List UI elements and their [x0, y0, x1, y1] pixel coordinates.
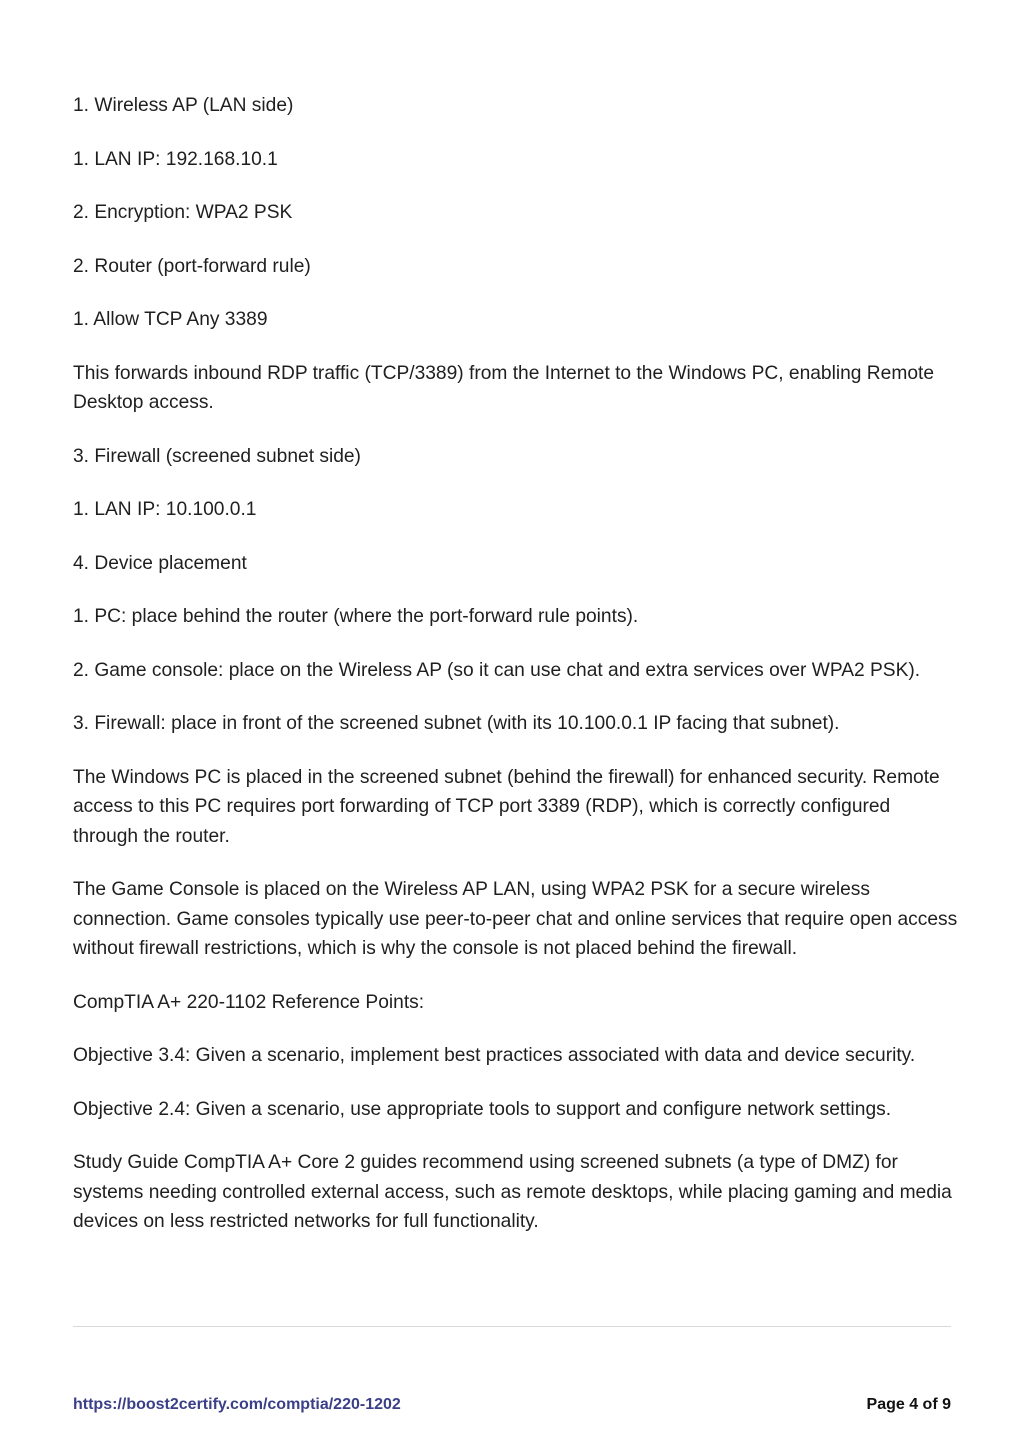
document-body	[73, 91, 958, 1261]
paragraph-rdp-explanation: This forwards inbound RDP traffic (TCP/3389) from the Internet to the Windows PC, enabling Remote Desktop access.	[73, 362, 934, 413]
paragraph-device-placement: 4. Device placement	[73, 552, 247, 574]
paragraph-objective-3-4: Objective 3.4: Given a scenario, implement best practices associated with data and device security.	[73, 1045, 916, 1066]
footer-url-link[interactable]: https://boost2certify.com/comptia/220-1202	[73, 1396, 401, 1413]
paragraph-firewall-placement: 3. Firewall: place in front of the screened subnet (with its 10.100.0.1 IP facing that subnet).	[73, 713, 840, 734]
paragraph-allow-tcp: 1. Allow TCP Any 3389	[73, 309, 268, 330]
paragraph-study-guide: Study Guide CompTIA A+ Core 2 guides recommend using screened subnets (a type of DMZ) for systems needing controlled external access, such as remote desktops, while placing gaming and media devices on less restricted networks for full functionality.	[73, 1152, 952, 1232]
paragraph-windows-pc-explanation: The Windows PC is placed in the screened subnet (behind the firewall) for enhanced security. Remote access to this PC requires port forwarding of TCP port 3389 (RDP), which is correctly configured through the router.	[73, 766, 940, 847]
paragraph-objective-2-4: Objective 2.4: Given a scenario, use appropriate tools to support and configure network settings.	[73, 1098, 892, 1120]
paragraph-reference-heading: CompTIA A+ 220-1102 Reference Points:	[73, 991, 425, 1013]
page-number: Page 4 of 9	[866, 1396, 951, 1413]
paragraph-firewall-lan-ip: 1. LAN IP: 10.100.0.1	[73, 499, 257, 520]
footer-divider	[73, 1326, 951, 1327]
paragraph-wireless-ap: 1. Wireless AP (LAN side)	[73, 95, 294, 116]
paragraph-firewall: 3. Firewall (screened subnet side)	[73, 445, 361, 467]
paragraph-game-console-explanation: The Game Console is placed on the Wireless AP LAN, using WPA2 PSK for a secure wireless connection. Game consoles typically use peer-to-peer chat and online services that require open access without firewall restrictions, which is why the console is not placed behind the firewall.	[73, 879, 958, 959]
paragraph-console-placement: 2. Game console: place on the Wireless AP (so it can use chat and extra services over WPA2 PSK).	[73, 659, 921, 681]
paragraph-router: 2. Router (port-forward rule)	[73, 255, 311, 277]
paragraph-encryption: 2. Encryption: WPA2 PSK	[73, 202, 293, 223]
paragraph-pc-placement: 1. PC: place behind the router (where the port-forward rule points).	[73, 606, 639, 627]
paragraph-ap-lan-ip: 1. LAN IP: 192.168.10.1	[73, 148, 278, 170]
